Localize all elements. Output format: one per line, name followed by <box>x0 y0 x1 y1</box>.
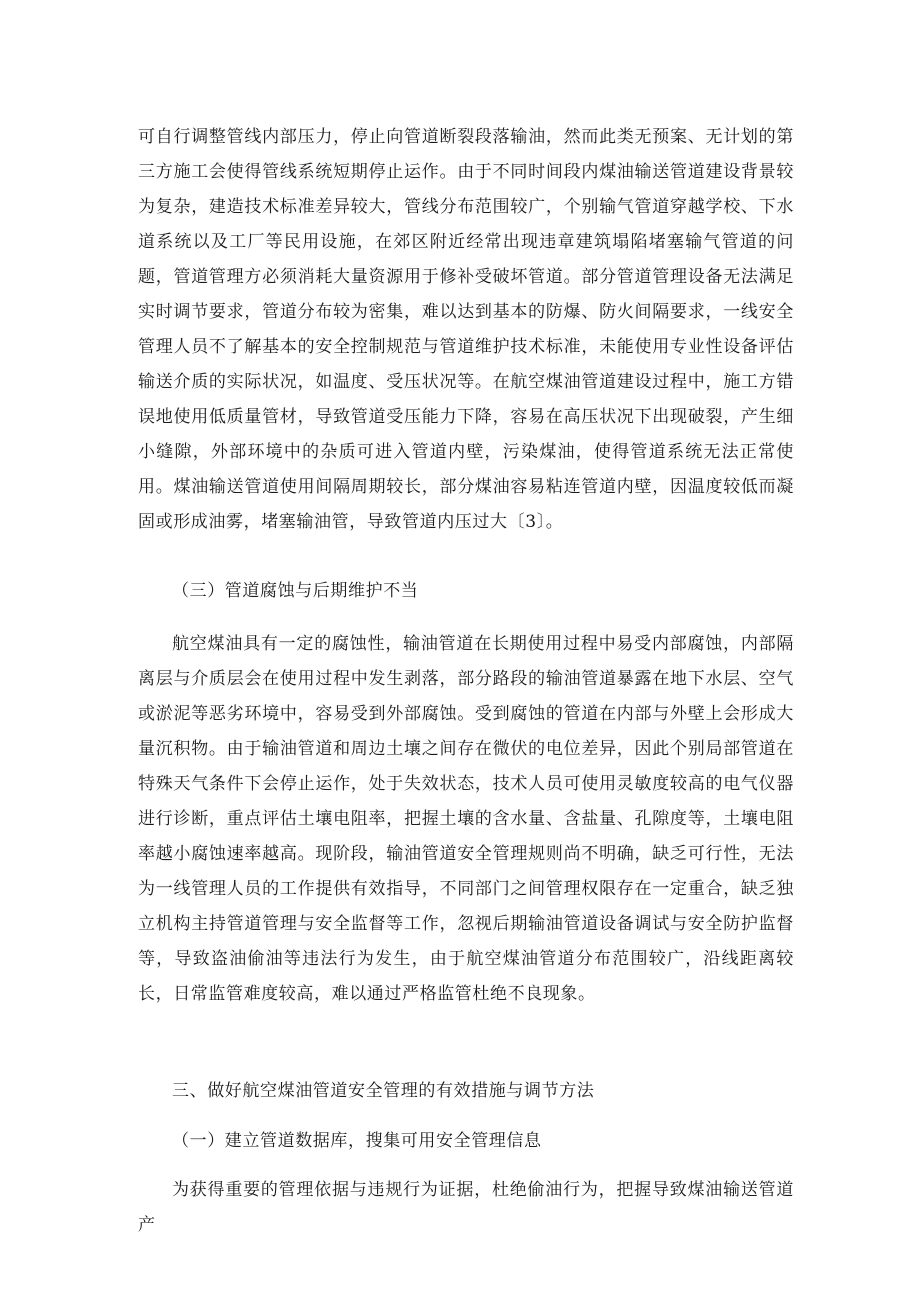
paragraph-database: 为获得重要的管理依据与违规行为证据，杜绝偷油行为，把握导致煤油输送管道产 <box>138 1180 794 1235</box>
chapter-heading-measures: 三、做好航空煤油管道安全管理的有效措施与调节方法 <box>172 1081 595 1101</box>
section-heading-corrosion: （三）管道腐蚀与后期维护不当 <box>172 581 419 601</box>
paragraph-corrosion: 航空煤油具有一定的腐蚀性，输油管道在长期使用过程中易受内部腐蚀，内部隔离层与介质层会在使用过程中发生剥落，部分路段的输油管道暴露在地下水层、空气或淤泥等恶劣环境中，容易受到外部腐蚀。受到腐蚀的管道在内部与外壁上会形成大量沉积物。由于输油管道和周边土壤之间存在微伏的电位差异，因此个别局部管道在特殊天气条件下会停止运作，处于失效状态，技术人员可使用灵敏度较高的电气仪器进行诊断，重点评估土壤电阻率，把握土壤的含水量、含盐量、孔隙度等，土壤电阻率越小腐蚀速率越高。现阶段，输油管道安全管理规则尚不明确，缺乏可行性，无法为一线管理人员的工作提供有效指导，不同部门之间管理权限存在一定重合，缺乏独立机构主持管道管理与安全监督等工作，忽视后期输油管道设备调试与安全防护监督等，导致盗油偷油等违法行为发生，由于航空煤油管道分布范围较广，沿线距离较长，日常监管难度较高，难以通过严格监管杜绝不良现象。 <box>138 634 794 1004</box>
paragraph-pipeline-construction: 可自行调整管线内部压力，停止向管道断裂段落输油，然而此类无预案、无计划的第三方施工会使得管线系统短期停止运作。由于不同时间段内煤油输送管道建设背景较为复杂，建造技术标准差异较大，管线分布范围较广，个别输气管道穿越学校、下水道系统以及工厂等民用设施，在郊区附近经常出现违章建筑塌陷堵塞输气管道的问题，管道管理方必须消耗大量资源用于修补受破坏管道。部分管道管理设备无法满足实时调节要求，管道分布较为密集，难以达到基本的防爆、防火间隔要求，一线安全管理人员不了解基本的安全控制规范与管道维护技术标准，未能使用专业性设备评估输送介质的实际状况，如温度、受压状况等。在航空煤油管道建设过程中，施工方错误地使用低质量管材，导致管道受压能力下降，容易在高压状况下出现破裂，产生细小缝隙，外部环境中的杂质可进入管道内壁，污染煤油，使得管道系统无法正常使用。煤油输送管道使用间隔周期较长，部分煤油容易粘连管道内壁，因温度较低而凝固或形成油雾，堵塞输油管，导致管道内压过大〔3〕。 <box>138 127 794 532</box>
section-heading-database: （一）建立管道数据库，搜集可用安全管理信息 <box>172 1131 542 1151</box>
